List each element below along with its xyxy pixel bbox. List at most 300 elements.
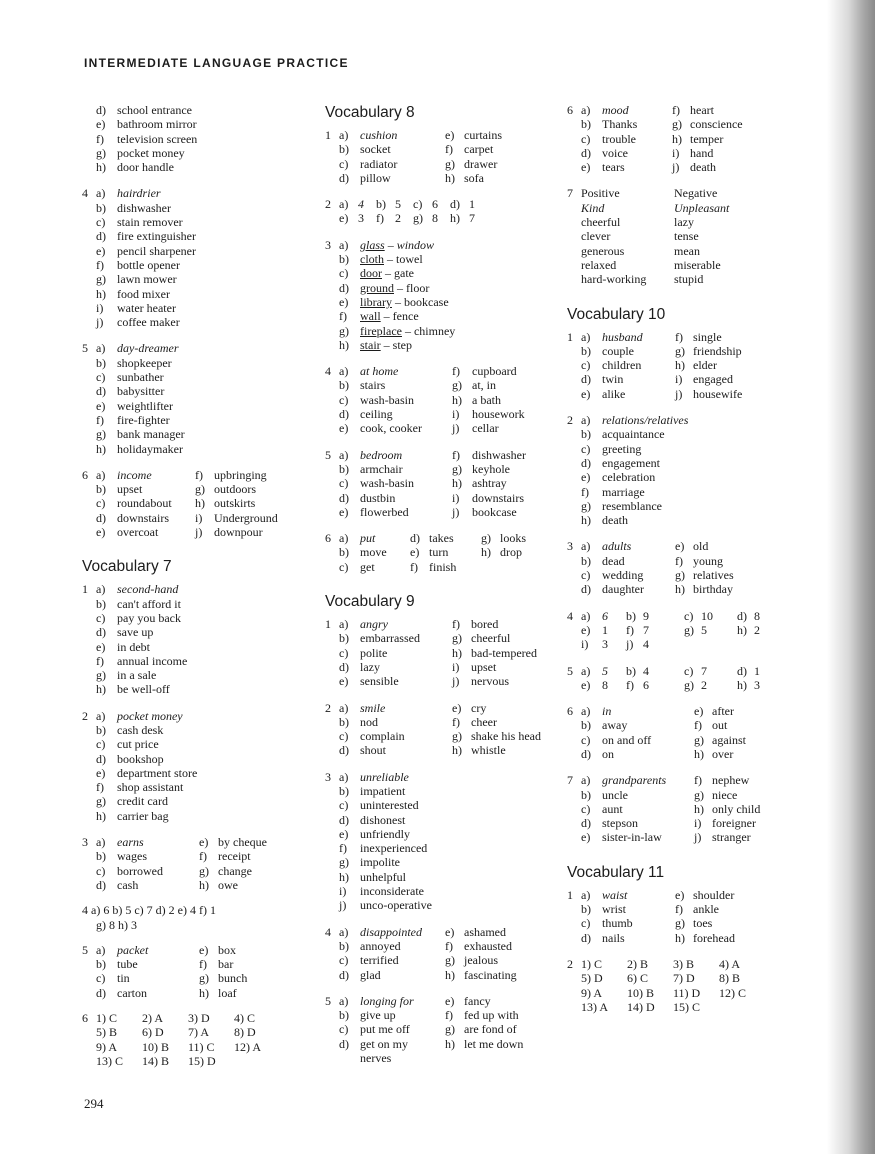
underlined-word: glass xyxy=(360,237,385,252)
answer-letter: e) xyxy=(96,639,106,654)
answer-letter: d) xyxy=(96,985,106,1000)
answer-letter: h) xyxy=(737,622,747,637)
answer-letter: b) xyxy=(581,343,591,358)
answer-text: wages xyxy=(117,849,147,864)
answer-letter: c) xyxy=(96,863,106,878)
answer-letter: c) xyxy=(339,1022,349,1037)
answer-letter: g) xyxy=(675,568,685,583)
answer-row xyxy=(82,752,302,766)
answer-row xyxy=(567,229,807,243)
question-number xyxy=(82,640,96,654)
answer-row xyxy=(325,393,550,407)
question-number xyxy=(567,986,581,1000)
answer-letter: e) xyxy=(581,386,591,401)
question-number xyxy=(82,971,96,985)
question-number xyxy=(82,809,96,823)
answer-text: outdoors xyxy=(214,482,256,497)
answer-text: annoyed xyxy=(360,938,401,953)
answer-letter: i) xyxy=(581,637,589,652)
answer-text: dishwasher xyxy=(117,200,171,215)
question-number: 2 xyxy=(325,197,331,212)
column-2 xyxy=(325,103,550,1065)
question-number xyxy=(82,272,96,286)
answer-row xyxy=(82,117,302,131)
answer-row xyxy=(325,171,550,185)
answer-letter: j) xyxy=(452,421,460,436)
question-number xyxy=(567,788,581,802)
answer-letter: c) xyxy=(339,156,349,171)
answer-row xyxy=(325,660,550,674)
answer-letter: b) xyxy=(96,596,106,611)
answer-text: armchair xyxy=(360,461,403,476)
answer-letter: d) xyxy=(96,877,106,892)
answer-text: 9) A xyxy=(581,985,602,1000)
question-number xyxy=(325,462,339,476)
answer-text: conscience xyxy=(690,117,743,132)
question-number xyxy=(567,623,581,637)
answer-row xyxy=(82,201,302,215)
question-number xyxy=(82,1054,96,1068)
answer-letter: i) xyxy=(452,490,460,505)
answer-text: 5 xyxy=(395,197,401,212)
section-title: Vocabulary 9 xyxy=(325,593,415,611)
answer-row xyxy=(82,1040,302,1054)
answer-text: bank manager xyxy=(117,427,185,442)
answer-list xyxy=(325,770,550,913)
answer-text: clever xyxy=(581,229,611,244)
answer-text: after xyxy=(712,704,734,719)
answer-text: receipt xyxy=(218,849,251,864)
answer-letter: b) xyxy=(96,355,106,370)
answer-text: complain xyxy=(360,729,405,744)
question-number xyxy=(325,884,339,898)
answer-letter: a) xyxy=(581,773,591,788)
answer-row xyxy=(567,733,807,747)
answer-row xyxy=(82,971,302,985)
question-number xyxy=(82,957,96,971)
question-number xyxy=(325,281,339,295)
answer-text: bad-tempered xyxy=(471,645,537,660)
answer-row xyxy=(567,568,807,582)
answer-letter xyxy=(339,1051,360,1065)
answer-row xyxy=(567,146,807,160)
answer-text: voice xyxy=(602,145,628,160)
answer-text: stepson xyxy=(602,816,638,831)
scan-edge-shadow xyxy=(827,0,875,1154)
answer-letter: a) xyxy=(339,924,349,939)
answer-row xyxy=(82,1054,302,1068)
answer-letter: a) xyxy=(339,447,349,462)
answer-text: relations/relatives xyxy=(602,413,689,428)
answer-row xyxy=(325,729,550,743)
answer-text: let me down xyxy=(464,1036,524,1051)
answer-text: cheerful xyxy=(581,215,621,230)
answer-grid xyxy=(567,888,807,945)
answer-list xyxy=(82,341,302,455)
answer-text: get xyxy=(360,559,375,574)
answer-letter: j) xyxy=(452,674,460,689)
answer-letter: d) xyxy=(581,930,591,945)
answer-text: death xyxy=(602,513,628,528)
answer-grid xyxy=(325,925,550,982)
question-number xyxy=(325,855,339,869)
answer-text: 9 xyxy=(643,608,649,623)
answer-letter: g) xyxy=(684,622,694,637)
answer-letter: i) xyxy=(452,407,460,422)
answer-letter: h) xyxy=(96,286,106,301)
answer-row xyxy=(82,442,302,456)
answer-text: g) 8 h) 3 xyxy=(96,917,137,932)
answer-text: ceiling xyxy=(360,407,393,422)
answer-text: shopkeeper xyxy=(117,355,172,370)
answer-letter: a) xyxy=(339,769,349,784)
answer-text: whistle xyxy=(471,743,506,758)
answer-letter xyxy=(737,637,754,651)
question-number xyxy=(82,737,96,751)
answer-text: exhausted xyxy=(464,938,512,953)
answer-letter: c) xyxy=(581,131,591,146)
answer-text: 8 xyxy=(602,677,608,692)
answer-text: shoulder xyxy=(693,887,735,902)
question-number xyxy=(325,827,339,841)
answer-letter: f) xyxy=(694,773,702,788)
answer-row xyxy=(567,186,807,200)
answer-letter: g) xyxy=(445,953,455,968)
answer-letter: g) xyxy=(672,117,682,132)
answer-text: 11) D xyxy=(673,985,701,1000)
question-number: 5 xyxy=(325,447,331,462)
answer-letter: f) xyxy=(445,938,453,953)
answer-letter: d) xyxy=(410,531,420,546)
answer-letter: e) xyxy=(445,128,455,142)
question-number xyxy=(325,953,339,967)
question-number xyxy=(567,554,581,568)
answer-letter: g) xyxy=(96,145,106,160)
answer-letter: g) xyxy=(481,531,491,546)
answer-row xyxy=(325,324,550,338)
answer-text: generous xyxy=(581,243,625,258)
answer-letter: f) xyxy=(96,257,104,272)
matching-answers xyxy=(567,609,807,652)
answer-text: packet xyxy=(117,942,149,957)
answer-letter: h) xyxy=(694,746,704,761)
answer-text: sensible xyxy=(360,674,399,689)
answer-text: by cheque xyxy=(218,835,267,850)
answer-line xyxy=(82,903,302,932)
question-number xyxy=(82,146,96,160)
answer-row xyxy=(82,160,302,174)
question-number xyxy=(325,784,339,798)
answer-text xyxy=(360,324,455,338)
answer-row xyxy=(325,841,550,855)
answer-text: nails xyxy=(602,930,625,945)
answer-text: 7) D xyxy=(673,971,695,986)
answer-text: stupid xyxy=(674,272,704,287)
positive-negative-table xyxy=(567,186,807,286)
question-number xyxy=(325,378,339,392)
question-number xyxy=(325,491,339,505)
answer-letter: a) xyxy=(581,103,591,117)
answer-text: inconsiderate xyxy=(360,884,424,899)
answer-list xyxy=(82,582,302,696)
column-3 xyxy=(567,103,807,1025)
answer-row xyxy=(325,1008,550,1022)
answer-text: food mixer xyxy=(117,286,170,301)
answer-text: 6) C xyxy=(627,971,648,986)
answer-row xyxy=(82,723,302,737)
answer-text: save up xyxy=(117,625,154,640)
answer-text: borrowed xyxy=(117,863,163,878)
question-number: 5 xyxy=(82,942,88,957)
answer-text: 13) C xyxy=(96,1053,123,1068)
answer-row xyxy=(82,341,302,355)
question-number xyxy=(567,132,581,146)
answer-letter: d) xyxy=(737,608,747,623)
answer-letter: d) xyxy=(96,384,106,399)
answer-text: dishonest xyxy=(360,812,406,827)
answer-text: 8 xyxy=(432,211,438,226)
answer-letter: f) xyxy=(96,131,104,146)
question-number: 1 xyxy=(567,329,573,344)
answer-text: tin xyxy=(117,971,130,986)
answer-row xyxy=(325,560,550,574)
question-number xyxy=(82,525,96,539)
answer-letter: h) xyxy=(452,645,462,660)
answer-text: 1 xyxy=(602,622,608,637)
answer-row xyxy=(82,399,302,413)
answer-letter: c) xyxy=(96,971,106,986)
answer-text: longing for xyxy=(360,993,414,1008)
answer-letter: h) xyxy=(199,877,209,892)
answer-letter: b) xyxy=(581,902,591,917)
answer-letter: h) xyxy=(445,967,455,982)
answer-letter: f) xyxy=(452,447,460,462)
answer-letter: f) xyxy=(675,902,683,917)
question-number xyxy=(82,117,96,131)
question-number xyxy=(325,309,339,323)
answer-row xyxy=(325,1037,550,1051)
answer-row xyxy=(325,884,550,898)
answer-text: ankle xyxy=(693,902,719,917)
answer-text: flowerbed xyxy=(360,504,409,519)
answer-row xyxy=(567,499,807,513)
answer-letter: f) xyxy=(376,211,384,226)
answer-text: cheer xyxy=(471,714,497,729)
answer-text: cellar xyxy=(472,421,499,436)
answer-letter: j) xyxy=(672,160,680,175)
answer-letter: h) xyxy=(96,808,106,823)
answer-letter: b) xyxy=(626,608,636,623)
question-number xyxy=(82,496,96,510)
answer-row xyxy=(567,888,807,902)
answer-row xyxy=(82,186,302,200)
answer-letter: b) xyxy=(339,631,349,646)
question-number: 6 xyxy=(82,467,88,482)
question-number xyxy=(82,1025,96,1039)
answer-row xyxy=(82,682,302,696)
answer-text: bookcase xyxy=(472,504,517,519)
underlined-word: ground xyxy=(360,280,394,295)
answer-letter: g) xyxy=(339,855,349,870)
question-number xyxy=(82,780,96,794)
answer-text: children xyxy=(602,358,642,373)
answer-list xyxy=(325,238,550,352)
answer-row xyxy=(82,384,302,398)
answer-letter: h) xyxy=(452,392,462,407)
answer-text: wrist xyxy=(602,902,626,917)
question-number xyxy=(567,568,581,582)
matching-answers xyxy=(325,197,550,226)
answer-letter: a) xyxy=(581,413,591,428)
answer-row xyxy=(82,737,302,751)
answer-row xyxy=(325,157,550,171)
answer-letter: a) xyxy=(96,942,106,957)
answer-letter: j) xyxy=(195,525,203,540)
answer-letter: h) xyxy=(694,801,704,816)
answer-letter: f) xyxy=(581,484,589,499)
answer-row xyxy=(567,513,807,527)
answer-letter: a) xyxy=(581,539,591,554)
answer-letter: e) xyxy=(96,525,106,540)
answer-text: 7 xyxy=(469,211,475,226)
answer-row xyxy=(567,117,807,131)
answer-text: 11) C xyxy=(188,1039,215,1054)
question-number xyxy=(567,146,581,160)
answer-text: a bath xyxy=(472,392,501,407)
answer-letter: a) xyxy=(96,467,106,482)
answer-row xyxy=(82,244,302,258)
answer-letter: e) xyxy=(96,398,106,413)
answer-text: friendship xyxy=(693,343,742,358)
answer-text: pillow xyxy=(360,170,391,185)
answer-text xyxy=(719,1000,765,1014)
answer-letter: g) xyxy=(96,272,106,287)
question-number: 4 xyxy=(325,364,331,379)
answer-text: outskirts xyxy=(214,496,256,511)
answer-text: drop xyxy=(500,545,522,560)
answer-letter: b) xyxy=(339,252,349,267)
answer-text: cheerful xyxy=(471,631,511,646)
answer-text: upbringing xyxy=(214,467,267,482)
answer-row xyxy=(567,244,807,258)
question-number xyxy=(567,513,581,527)
answer-word: floor xyxy=(406,280,430,295)
answer-text: lazy xyxy=(674,215,694,230)
answer-text: out xyxy=(712,718,728,733)
answer-text: 7) A xyxy=(188,1025,209,1040)
answer-text: tense xyxy=(674,229,699,244)
question-number xyxy=(82,301,96,315)
answer-text: credit card xyxy=(117,794,168,809)
answer-text: dishwasher xyxy=(472,447,526,462)
answer-row xyxy=(82,794,302,808)
answer-text: 6) D xyxy=(142,1025,164,1040)
answer-text: 15) D xyxy=(188,1053,216,1068)
answer-letter: g) xyxy=(199,863,209,878)
answer-letter: d) xyxy=(450,197,460,212)
answer-letter: c) xyxy=(96,215,106,230)
answer-text: fed up with xyxy=(464,1008,519,1023)
answer-letter: g) xyxy=(445,156,455,171)
answer-letter: g) xyxy=(684,677,694,692)
answer-text xyxy=(360,295,449,309)
answer-row xyxy=(567,986,807,1000)
answer-letter: i) xyxy=(694,816,702,831)
answer-text: niece xyxy=(712,787,738,802)
answer-letter: b) xyxy=(581,553,591,568)
answer-text: owe xyxy=(218,877,238,892)
answer-text: cushion xyxy=(360,128,398,142)
question-number: 3 xyxy=(325,237,331,252)
dash: – xyxy=(380,309,393,324)
answer-text: can't afford it xyxy=(117,596,181,611)
answer-row xyxy=(325,813,550,827)
answer-text: 4) C xyxy=(234,1011,255,1026)
question-number xyxy=(325,393,339,407)
answer-row xyxy=(567,609,807,623)
answer-row xyxy=(325,798,550,812)
answer-text: forehead xyxy=(693,930,735,945)
answer-row xyxy=(325,674,550,688)
answer-text xyxy=(234,1054,280,1068)
answer-grid xyxy=(567,773,807,844)
answer-letter: c) xyxy=(581,916,591,931)
question-number: 1 xyxy=(325,617,331,632)
answer-row xyxy=(82,809,302,823)
question-number: 2 xyxy=(567,413,573,428)
answer-row xyxy=(82,272,302,286)
answer-letter: i) xyxy=(339,884,347,899)
question-number xyxy=(325,252,339,266)
answer-text: housewife xyxy=(693,386,743,401)
answer-letter: a) xyxy=(339,993,349,1008)
answer-text: trouble xyxy=(602,131,636,146)
question-number xyxy=(567,747,581,761)
answer-text: socket xyxy=(360,142,391,157)
question-number: 6 xyxy=(325,531,331,546)
answer-row xyxy=(325,631,550,645)
answer-text: relatives xyxy=(693,568,734,583)
answer-letter: j) xyxy=(452,504,460,519)
underlined-word: fireplace xyxy=(360,323,402,338)
question-number xyxy=(325,1037,339,1051)
answer-row xyxy=(567,830,807,844)
answer-letter: i) xyxy=(672,145,680,160)
answer-letter: a) xyxy=(339,364,349,379)
answer-text: pocket money xyxy=(117,708,183,723)
answer-row xyxy=(567,215,807,229)
answer-row xyxy=(567,916,807,930)
answer-row xyxy=(325,939,550,953)
answer-text: cook, cooker xyxy=(360,421,422,436)
question-number xyxy=(567,802,581,816)
answer-text: pay you back xyxy=(117,610,181,625)
answer-letter: a) xyxy=(96,186,106,201)
answer-text: stain remover xyxy=(117,215,183,230)
question-number: 6 xyxy=(567,704,573,719)
answer-text: annual income xyxy=(117,653,188,668)
answer-text: terrified xyxy=(360,953,399,968)
answer-row xyxy=(325,476,550,490)
answer-text xyxy=(754,637,766,651)
answer-letter: h) xyxy=(675,358,685,373)
answer-row xyxy=(325,505,550,519)
answer-text xyxy=(701,637,737,651)
answer-text: coffee maker xyxy=(117,315,180,330)
answer-text: celebration xyxy=(602,470,656,485)
answer-row xyxy=(82,878,302,892)
answer-letter: i) xyxy=(452,659,460,674)
